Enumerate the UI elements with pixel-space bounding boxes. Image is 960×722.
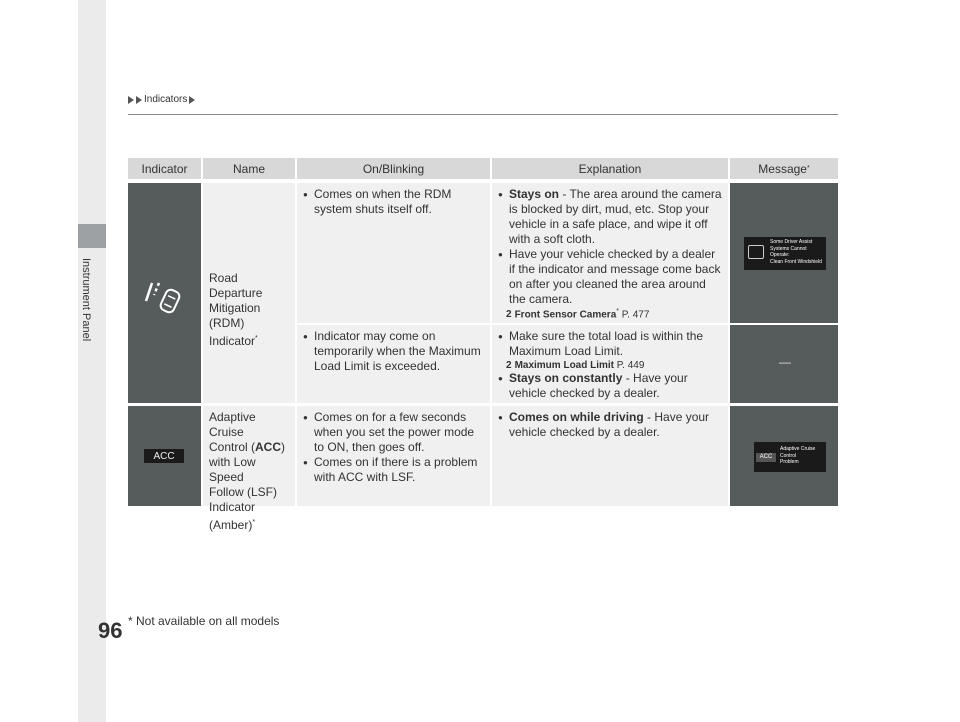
cross-reference-link[interactable]: 2 Front Sensor Camera* P. 477 — [506, 308, 650, 321]
no-message-dash: — — [779, 355, 791, 369]
header-name: Name — [203, 158, 295, 179]
acc-mini-icon: ACC — [756, 453, 776, 462]
header-indicator: Indicator — [128, 158, 201, 179]
side-section-label: Instrument Panel — [80, 258, 92, 342]
rdm-on-blinking-cell-2 — [297, 325, 490, 403]
cross-reference-link[interactable]: 2 Maximum Load Limit P. 449 — [506, 360, 645, 371]
acc-indicator-icon: ACC — [144, 449, 184, 463]
list-item: ● Have your vehicle checked by a dealer if the indicator and message come back on after you cleaned the area around the camera. — [498, 247, 722, 307]
list-item: ● Stays on constantly - Have your vehicle checked by a dealer. — [498, 371, 722, 401]
side-strip — [78, 0, 106, 722]
section-tab — [78, 224, 106, 248]
acc-message-cell — [730, 406, 838, 506]
list-item: ● Indicator may come on temporarily when the Maximum Load Limit is exceeded. — [303, 329, 484, 374]
camera-icon — [748, 245, 764, 259]
list-item: ● Comes on if there is a problem with ACC with LSF. — [303, 455, 484, 485]
rdm-message-cell-1 — [730, 183, 838, 323]
rdm-explanation-cell-2 — [492, 325, 728, 403]
rdm-message-cell-2 — [730, 325, 838, 403]
rdm-on-blinking-cell-1 — [297, 183, 490, 323]
breadcrumb-arrow-icon — [128, 96, 134, 104]
list-item: ● Make sure the total load is within the Maximum Load Limit. — [498, 329, 722, 359]
header-rule — [128, 114, 838, 115]
list-item: ● Comes on while driving - Have your vehicle checked by a dealer. — [498, 410, 722, 440]
message-display: Some Driver Assist Systems Cannot Operate: Clean Front Windshield — [744, 237, 826, 270]
breadcrumb-arrow-icon — [136, 96, 142, 104]
rdm-indicator-cell — [128, 183, 201, 403]
page-number: 96 — [98, 618, 123, 643]
acc-explanation-cell — [492, 406, 728, 506]
header-message: Message * — [730, 158, 838, 179]
list-item: ● Comes on when the RDM system shuts itself off. — [303, 187, 484, 217]
rdm-explanation-cell-1 — [492, 183, 728, 323]
list-item: ● Comes on for a few seconds when you set the power mode to ON, then goes off. — [303, 410, 484, 455]
rdm-indicator-icon — [144, 281, 184, 317]
acc-on-blinking-cell — [297, 406, 490, 506]
rdm-name-cell: Road Departure Mitigation (RDM) Indicator* — [203, 183, 295, 403]
breadcrumb-arrow-icon — [189, 96, 195, 104]
header-on-blinking: On/Blinking — [297, 158, 490, 179]
header-explanation: Explanation — [492, 158, 728, 179]
breadcrumb[interactable] — [128, 94, 195, 105]
message-display: ACC Adaptive Cruise Control Problem — [754, 442, 826, 472]
acc-name-cell: Adaptive Cruise Control (ACC) with Low Speed Follow (LSF) Indicator (Amber)* — [203, 406, 295, 506]
footnote: * Not available on all models — [128, 614, 280, 628]
list-item: ● Stays on - The area around the camera is blocked by dirt, mud, etc. Stop your vehicle in a safe place, and wipe it off with a soft cloth. — [498, 187, 722, 247]
breadcrumb-item[interactable]: Indicators — [144, 94, 188, 105]
